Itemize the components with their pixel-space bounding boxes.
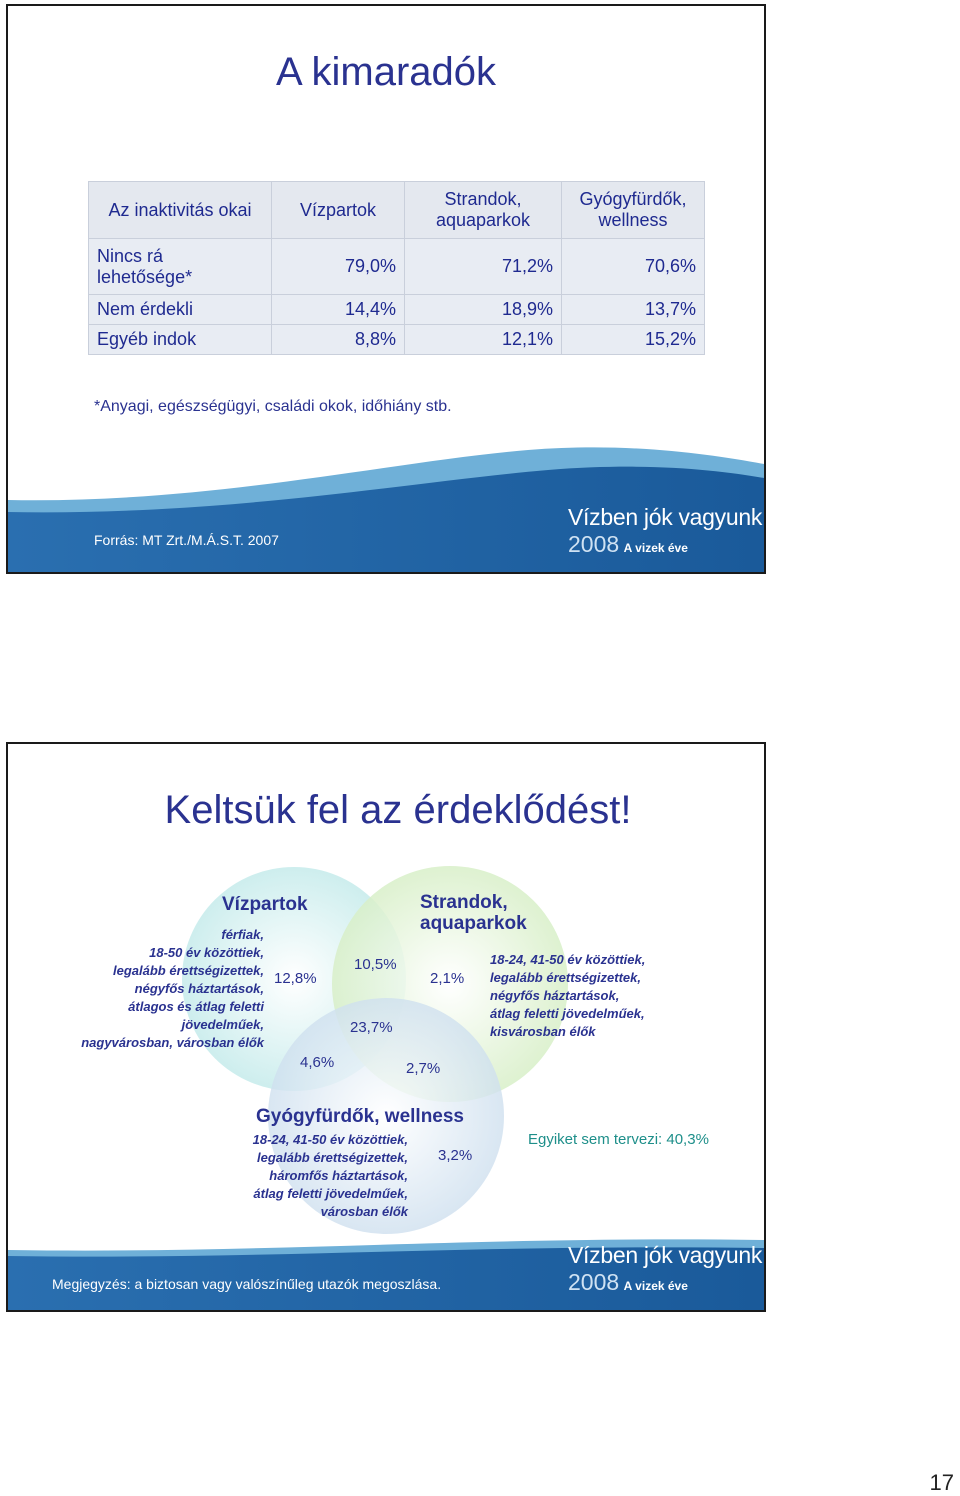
desc-vizpartok <box>28 926 264 1052</box>
table-row <box>89 239 705 295</box>
table-header-row <box>89 182 705 239</box>
table-cell: 8,8% <box>272 325 405 355</box>
desc-line: átlagos és átlag feletti <box>128 999 264 1014</box>
footnote: *Anyagi, egészségügyi, családi okok, időhiány stb. <box>94 398 452 415</box>
logo <box>568 1242 762 1296</box>
value-strandok-only: 2,1% <box>430 970 465 987</box>
logo-year: 2008 <box>568 531 620 557</box>
desc-line: kisvárosban élők <box>490 1024 596 1039</box>
desc-gyogyfurdok <box>198 1131 408 1221</box>
table-header: Vízpartok <box>272 182 405 239</box>
table-cell: 79,0% <box>272 239 405 295</box>
row-label: Nem érdekli <box>89 295 272 325</box>
desc-line: férfiak, <box>221 927 264 942</box>
none-plans-text: Egyiket sem tervezi: 40,3% <box>528 1131 709 1148</box>
desc-line: városban élők <box>320 1204 408 1219</box>
desc-line: négyfős háztartások, <box>134 981 264 996</box>
logo-main-text: Vízben jók vagyunk <box>568 504 763 530</box>
slide-title: A kimaradók <box>275 50 497 94</box>
desc-line: háromfős háztartások, <box>269 1168 408 1183</box>
logo-subtitle: A vizek éve <box>623 1279 688 1293</box>
note-text: Megjegyzés: a biztosan vagy valószínűleg utazók megoszlása. <box>52 1276 442 1292</box>
table-cell: 70,6% <box>562 239 705 295</box>
table-header: Strandok, aquaparkok <box>405 182 562 239</box>
desc-line: 18-24, 41-50 év közöttiek, <box>252 1132 408 1147</box>
table-row <box>89 325 705 355</box>
logo-subtitle: A vizek éve <box>623 541 688 555</box>
desc-line: négyfős háztartások, <box>490 988 620 1003</box>
label-gyogyfurdok: Gyógyfürdők, wellness <box>256 1106 464 1127</box>
desc-line: jövedelműek, <box>181 1017 264 1032</box>
table-cell: 71,2% <box>405 239 562 295</box>
value-vizpartok-gyogyfurdok: 4,6% <box>300 1054 335 1071</box>
table-header: Gyógyfürdők, wellness <box>562 182 705 239</box>
slide-inactivity <box>6 4 766 574</box>
table-cell: 12,1% <box>405 325 562 355</box>
table-cell: 15,2% <box>562 325 705 355</box>
label-strandok-2: aquaparkok <box>420 913 527 934</box>
row-label: Egyéb indok <box>89 325 272 355</box>
value-vizpartok-only: 12,8% <box>274 970 317 987</box>
table-header: Az inaktivitás okai <box>89 182 272 239</box>
label-vizpartok: Vízpartok <box>222 894 308 915</box>
value-all-three: 23,7% <box>350 1019 393 1036</box>
table-cell: 18,9% <box>405 295 562 325</box>
desc-line: 18-24, 41-50 év közöttiek, <box>490 952 646 967</box>
logo <box>568 504 762 558</box>
value-vizpartok-strandok: 10,5% <box>354 956 397 973</box>
desc-strandok <box>490 951 645 1041</box>
desc-line: nagyvárosban, városban élők <box>81 1035 264 1050</box>
slide-title: Keltsük fel az érdeklődést! <box>164 788 632 832</box>
label-strandok-1: Strandok, <box>420 892 508 913</box>
source-text: Forrás: MT Zrt./M.Á.S.T. 2007 <box>94 532 279 548</box>
slide-interest <box>6 742 766 1312</box>
logo-year: 2008 <box>568 1269 620 1295</box>
desc-line: legalább érettségizettek, <box>113 963 264 978</box>
desc-line: 18-50 év közöttiek, <box>149 945 264 960</box>
page-number: 17 <box>929 1470 954 1495</box>
desc-line: átlag feletti jövedelműek, <box>253 1186 408 1201</box>
inactivity-table <box>88 181 705 355</box>
desc-line: átlag feletti jövedelműek, <box>490 1006 645 1021</box>
table-row <box>89 295 705 325</box>
desc-line: legalább érettségizettek, <box>257 1150 408 1165</box>
value-gyogyfurdok-only: 3,2% <box>438 1147 473 1164</box>
logo-main-text: Vízben jók vagyunk <box>568 1242 763 1268</box>
row-label: Nincs rá lehetősége* <box>89 239 272 295</box>
desc-line: legalább érettségizettek, <box>490 970 641 985</box>
value-strandok-gyogyfurdok: 2,7% <box>406 1060 441 1077</box>
table-cell: 13,7% <box>562 295 705 325</box>
table-cell: 14,4% <box>272 295 405 325</box>
